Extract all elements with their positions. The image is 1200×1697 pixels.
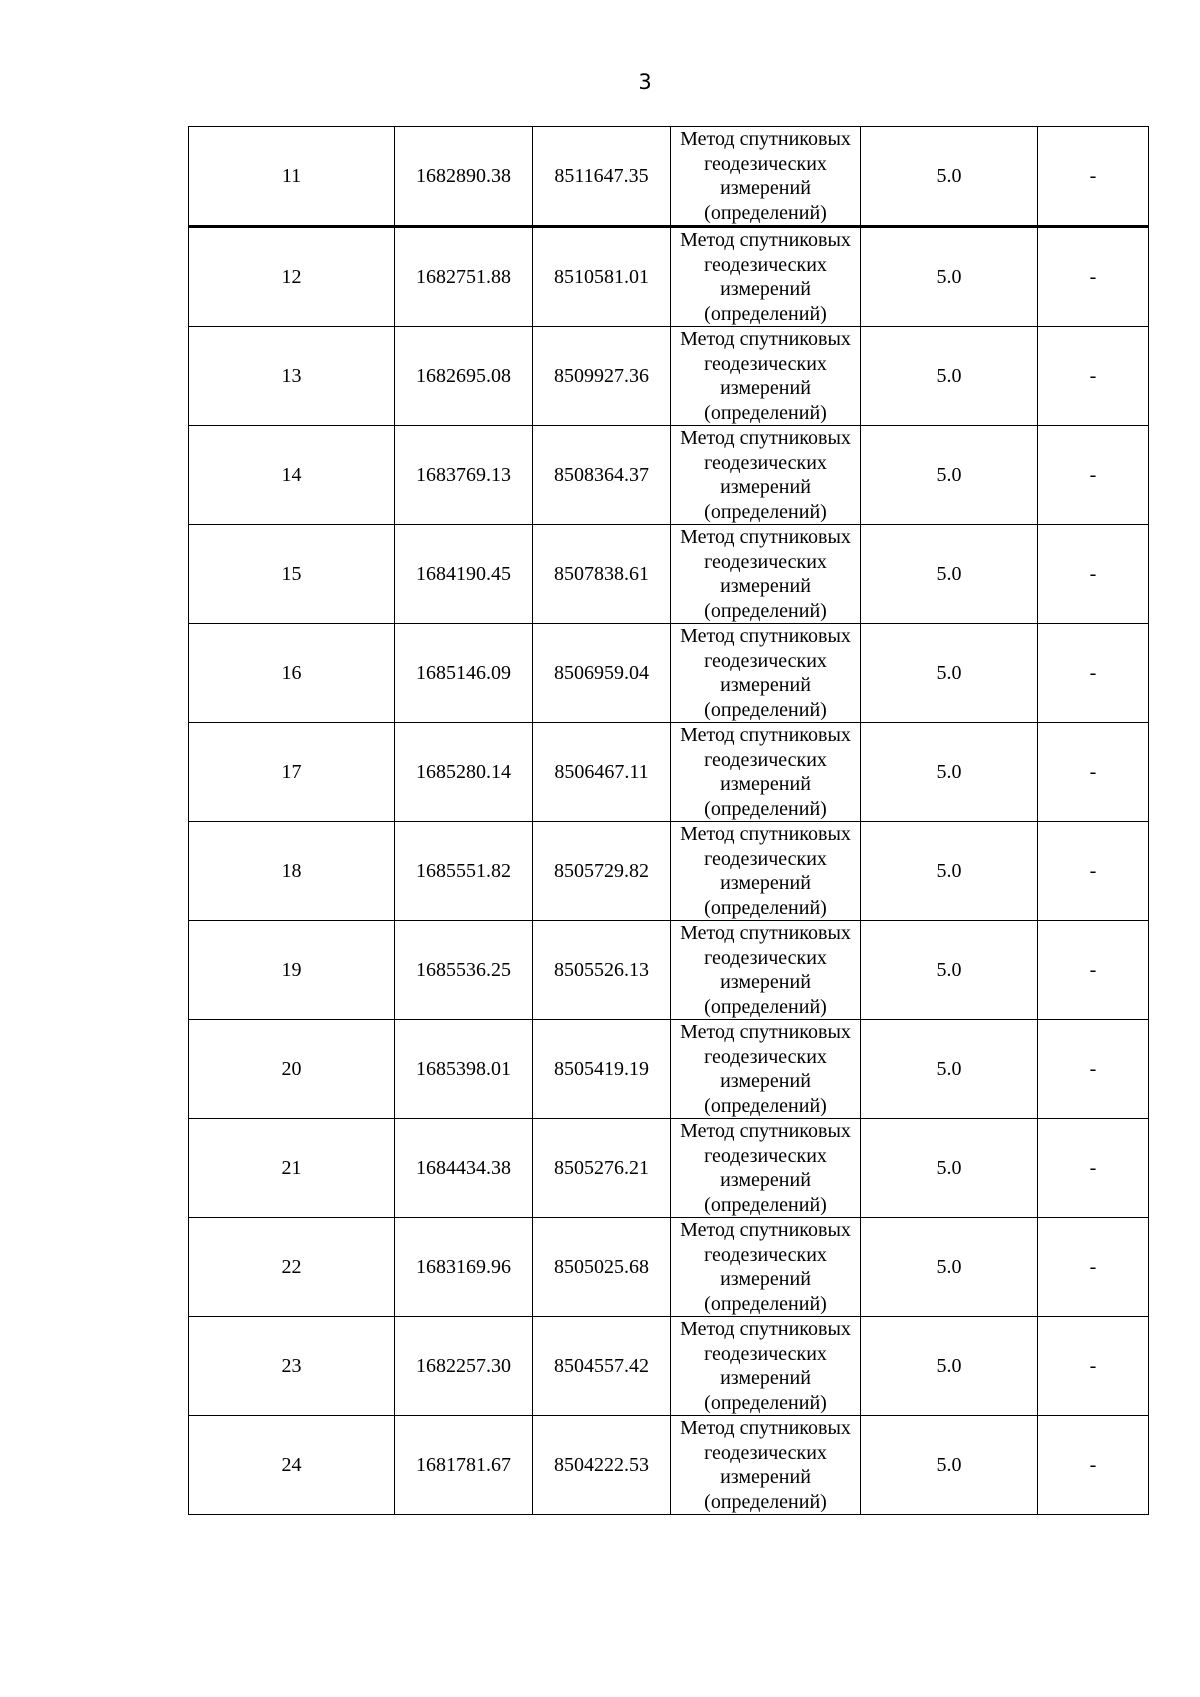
method-cell: [671, 327, 861, 426]
x-coordinate-cell: 1681781.67: [395, 1416, 533, 1515]
method-line: геодезических: [704, 1342, 827, 1365]
x-coordinate-cell: 1685551.82: [395, 822, 533, 921]
y-coordinate-cell: 8507838.61: [533, 525, 671, 624]
accuracy-cell: 5.0: [861, 1317, 1038, 1416]
accuracy-cell: 5.0: [861, 227, 1038, 327]
y-coordinate-cell: 8505276.21: [533, 1119, 671, 1218]
point-number-cell: 15: [189, 525, 395, 624]
method-line: (определений): [704, 599, 827, 622]
y-coordinate-cell: 8505526.13: [533, 921, 671, 1020]
method-cell: [671, 1119, 861, 1218]
table-row: [189, 426, 1149, 525]
method-cell: [671, 723, 861, 822]
accuracy-cell: 5.0: [861, 921, 1038, 1020]
accuracy-cell: 5.0: [861, 525, 1038, 624]
method-cell: [671, 525, 861, 624]
method-line: (определений): [704, 1292, 827, 1315]
coordinates-table-body: [189, 127, 1149, 1515]
point-number-cell: 24: [189, 1416, 395, 1515]
y-coordinate-cell: 8509927.36: [533, 327, 671, 426]
method-line: (определений): [704, 1391, 827, 1414]
table-row: [189, 1119, 1149, 1218]
y-coordinate-cell: 8510581.01: [533, 227, 671, 327]
x-coordinate-cell: 1682890.38: [395, 127, 533, 227]
method-line: измерений: [720, 971, 811, 993]
table-row: [189, 525, 1149, 624]
method-line: измерений: [720, 1466, 811, 1488]
y-coordinate-cell: 8505025.68: [533, 1218, 671, 1317]
note-cell: -: [1038, 127, 1149, 227]
table-row: [189, 1416, 1149, 1515]
table-row: [189, 1218, 1149, 1317]
method-line: Метод спутниковых: [680, 1318, 851, 1340]
accuracy-cell: 5.0: [861, 1020, 1038, 1119]
point-number-cell: 21: [189, 1119, 395, 1218]
method-line: геодезических: [704, 352, 827, 375]
method-line: геодезических: [704, 1144, 827, 1167]
method-line: геодезических: [704, 1441, 827, 1464]
x-coordinate-cell: 1683769.13: [395, 426, 533, 525]
point-number-cell: 14: [189, 426, 395, 525]
table-row: [189, 1317, 1149, 1416]
x-coordinate-cell: 1684190.45: [395, 525, 533, 624]
table-row: [189, 1020, 1149, 1119]
note-cell: -: [1038, 1119, 1149, 1218]
coordinates-table: [188, 126, 1149, 1515]
method-line: (определений): [704, 500, 827, 523]
point-number-cell: 18: [189, 822, 395, 921]
accuracy-cell: 5.0: [861, 1218, 1038, 1317]
method-cell: [671, 921, 861, 1020]
x-coordinate-cell: 1685146.09: [395, 624, 533, 723]
accuracy-cell: 5.0: [861, 127, 1038, 227]
method-line: измерений: [720, 575, 811, 597]
note-cell: -: [1038, 1020, 1149, 1119]
method-line: Метод спутниковых: [680, 1120, 851, 1142]
point-number-cell: 11: [189, 127, 395, 227]
method-line: измерений: [720, 1070, 811, 1092]
point-number-cell: 16: [189, 624, 395, 723]
page-number: 3: [638, 70, 652, 94]
method-cell: [671, 1020, 861, 1119]
point-number-cell: 17: [189, 723, 395, 822]
method-line: измерений: [720, 1169, 811, 1191]
table-row: [189, 921, 1149, 1020]
x-coordinate-cell: 1685280.14: [395, 723, 533, 822]
method-line: геодезических: [704, 847, 827, 870]
note-cell: -: [1038, 921, 1149, 1020]
method-line: Метод спутниковых: [680, 427, 851, 449]
y-coordinate-cell: 8505419.19: [533, 1020, 671, 1119]
table-row: [189, 227, 1149, 327]
method-line: Метод спутниковых: [680, 229, 851, 251]
note-cell: -: [1038, 1416, 1149, 1515]
method-line: измерений: [720, 377, 811, 399]
method-line: геодезических: [704, 1045, 827, 1068]
y-coordinate-cell: 8506959.04: [533, 624, 671, 723]
note-cell: -: [1038, 1218, 1149, 1317]
method-line: Метод спутниковых: [680, 625, 851, 647]
method-cell: [671, 127, 861, 227]
method-line: измерений: [720, 476, 811, 498]
accuracy-cell: 5.0: [861, 327, 1038, 426]
method-line: Метод спутниковых: [680, 1417, 851, 1439]
method-line: геодезических: [704, 451, 827, 474]
method-line: геодезических: [704, 748, 827, 771]
point-number-cell: 22: [189, 1218, 395, 1317]
x-coordinate-cell: 1683169.96: [395, 1218, 533, 1317]
point-number-cell: 23: [189, 1317, 395, 1416]
method-line: (определений): [704, 995, 827, 1018]
accuracy-cell: 5.0: [861, 1416, 1038, 1515]
method-line: измерений: [720, 1367, 811, 1389]
x-coordinate-cell: 1684434.38: [395, 1119, 533, 1218]
method-line: Метод спутниковых: [680, 724, 851, 746]
method-cell: [671, 426, 861, 525]
method-cell: [671, 227, 861, 327]
accuracy-cell: 5.0: [861, 723, 1038, 822]
y-coordinate-cell: 8511647.35: [533, 127, 671, 227]
method-line: геодезических: [704, 253, 827, 276]
method-cell: [671, 1317, 861, 1416]
point-number-cell: 12: [189, 227, 395, 327]
note-cell: -: [1038, 525, 1149, 624]
method-line: (определений): [704, 1193, 827, 1216]
method-cell: [671, 624, 861, 723]
method-line: геодезических: [704, 550, 827, 573]
y-coordinate-cell: 8505729.82: [533, 822, 671, 921]
method-line: (определений): [704, 797, 827, 820]
method-line: Метод спутниковых: [680, 526, 851, 548]
table-row: [189, 127, 1149, 227]
method-line: (определений): [704, 698, 827, 721]
x-coordinate-cell: 1685536.25: [395, 921, 533, 1020]
method-line: Метод спутниковых: [680, 1219, 851, 1241]
note-cell: -: [1038, 624, 1149, 723]
accuracy-cell: 5.0: [861, 1119, 1038, 1218]
y-coordinate-cell: 8508364.37: [533, 426, 671, 525]
method-line: измерений: [720, 773, 811, 795]
method-line: Метод спутниковых: [680, 328, 851, 350]
y-coordinate-cell: 8506467.11: [533, 723, 671, 822]
accuracy-cell: 5.0: [861, 822, 1038, 921]
y-coordinate-cell: 8504222.53: [533, 1416, 671, 1515]
method-line: геодезических: [704, 946, 827, 969]
accuracy-cell: 5.0: [861, 426, 1038, 525]
x-coordinate-cell: 1682751.88: [395, 227, 533, 327]
method-line: (определений): [704, 896, 827, 919]
note-cell: -: [1038, 1317, 1149, 1416]
method-line: Метод спутниковых: [680, 922, 851, 944]
x-coordinate-cell: 1682257.30: [395, 1317, 533, 1416]
point-number-cell: 19: [189, 921, 395, 1020]
point-number-cell: 20: [189, 1020, 395, 1119]
method-line: (определений): [704, 1094, 827, 1117]
x-coordinate-cell: 1685398.01: [395, 1020, 533, 1119]
method-line: (определений): [704, 201, 827, 224]
method-line: (определений): [704, 1490, 827, 1513]
table-row: [189, 822, 1149, 921]
method-line: измерений: [720, 177, 811, 199]
note-cell: -: [1038, 426, 1149, 525]
table-row: [189, 723, 1149, 822]
method-line: Метод спутниковых: [680, 1021, 851, 1043]
method-line: (определений): [704, 401, 827, 424]
x-coordinate-cell: 1682695.08: [395, 327, 533, 426]
method-line: геодезических: [704, 649, 827, 672]
method-line: Метод спутниковых: [680, 128, 851, 150]
note-cell: -: [1038, 723, 1149, 822]
method-line: (определений): [704, 302, 827, 325]
point-number-cell: 13: [189, 327, 395, 426]
method-line: геодезических: [704, 1243, 827, 1266]
table-row: [189, 624, 1149, 723]
method-line: измерений: [720, 1268, 811, 1290]
accuracy-cell: 5.0: [861, 624, 1038, 723]
note-cell: -: [1038, 227, 1149, 327]
method-line: измерений: [720, 872, 811, 894]
method-cell: [671, 1416, 861, 1515]
table-row: [189, 327, 1149, 426]
method-cell: [671, 822, 861, 921]
note-cell: -: [1038, 327, 1149, 426]
note-cell: -: [1038, 822, 1149, 921]
method-line: измерений: [720, 278, 811, 300]
method-line: Метод спутниковых: [680, 823, 851, 845]
method-line: геодезических: [704, 152, 827, 175]
y-coordinate-cell: 8504557.42: [533, 1317, 671, 1416]
method-line: измерений: [720, 674, 811, 696]
method-cell: [671, 1218, 861, 1317]
